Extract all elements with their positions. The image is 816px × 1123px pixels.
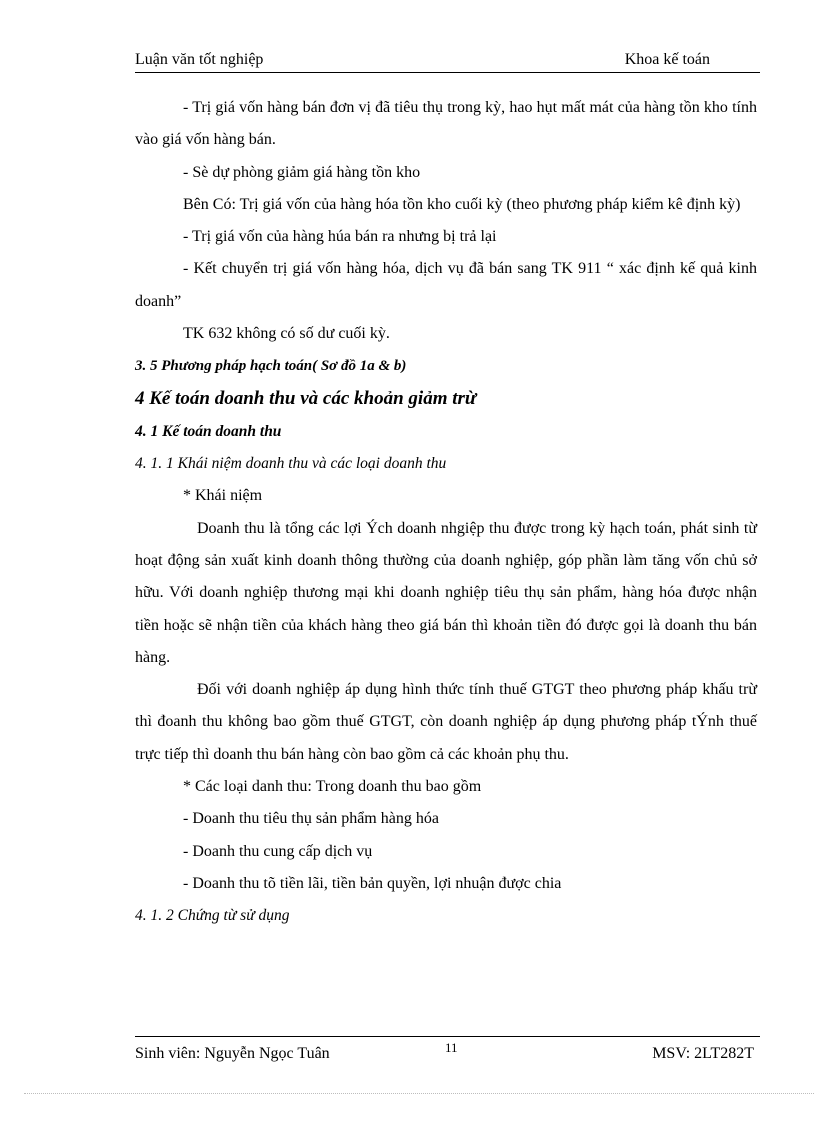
heading-4: 4 Kế toán doanh thu và các khoản giảm trừ — [135, 388, 477, 410]
paragraph-vat-method: Đối với doanh nghiệp áp dụng hình thức tính thuế GTGT theo phương pháp khấu trừ thì đoanh thu không bao gồm thuế GTGT, còn doanh nghiệp áp dụng phương pháp tÝnh thuế trực tiếp thì doanh thu bán hàng còn bao gồm cả các khoản phụ thu. — [135, 681, 757, 763]
footer-student-name: Sinh viên: Nguyễn Ngọc Tuân — [135, 1045, 330, 1062]
list-item: - Doanh thu tiêu thụ sản phẩm hàng hóa — [183, 810, 439, 828]
footer-student-id: MSV: 2LT282T — [652, 1045, 754, 1062]
paragraph-returned-goods: - Trị giá vốn của hàng húa bán ra nhưng bị trả lại — [183, 228, 497, 246]
heading-3-5: 3. 5 Phương pháp hạch toán( Sơ đồ 1a & b) — [135, 358, 407, 375]
paragraph-revenue-types: * Các loại danh thu: Trong doanh thu bao gồm — [183, 778, 482, 796]
paragraph-concept-label: * Khái niệm — [183, 487, 263, 505]
page-number: 11 — [445, 1040, 458, 1055]
page-footer — [135, 1036, 760, 1067]
list-item: - Doanh thu tõ tiền lãi, tiền bản quyền, lợi nhuận được chia — [183, 874, 562, 892]
header-left: Luận văn tốt nghiệp — [135, 51, 264, 68]
paragraph-cost-of-goods-sold: - Trị giá vốn hàng bán đơn vị đã tiêu thụ trong kỳ, hao hụt mất mát của hàng tồn kho tính vào giá vốn hàng bán. — [135, 99, 757, 149]
paragraph-provision: - Sè dự phòng giảm giá hàng tồn kho — [183, 163, 421, 181]
header-right: Khoa kế toán — [624, 51, 710, 68]
page-body — [135, 92, 757, 932]
page-header — [135, 50, 760, 73]
paragraph-tk632-balance: TK 632 không có số dư cuối kỳ. — [183, 325, 390, 343]
list-item: - Doanh thu cung cấp dịch vụ — [183, 842, 373, 860]
page-bottom-divider — [24, 1093, 814, 1094]
heading-4-1-1: 4. 1. 1 Khái niệm doanh thu và các loại doanh thu — [135, 455, 447, 473]
heading-4-1: 4. 1 Kế toán doanh thu — [135, 423, 282, 441]
paragraph-revenue-definition: Doanh thu là tổng các lợi Ých doanh nhgiệp thu được trong kỳ hạch toán, phát sinh từ hoạt động sản xuất kinh doanh thông thường của doanh nghiệp, góp phần làm tăng vốn chủ sở hữu. Với doanh nghiệp thương mại khi doanh nghiệp tiêu thụ sản phẩm, hàng hóa được nhận tiền hoặc sẽ nhận tiền của khách hàng theo giá bán thì khoản tiền đó được gọi là doanh thu bán hàng. — [135, 519, 757, 666]
paragraph-credit-side: Bên Có: Trị giá vốn của hàng hóa tồn kho cuối kỳ (theo phương pháp kiểm kê định kỳ) — [183, 195, 741, 213]
paragraph-transfer-tk911: - Kết chuyển trị giá vốn hàng hóa, dịch vụ đã bán sang TK 911 “ xác định kế quả kinh doanh” — [135, 260, 757, 310]
heading-4-1-2: 4. 1. 2 Chứng từ sử dụng — [135, 907, 290, 925]
